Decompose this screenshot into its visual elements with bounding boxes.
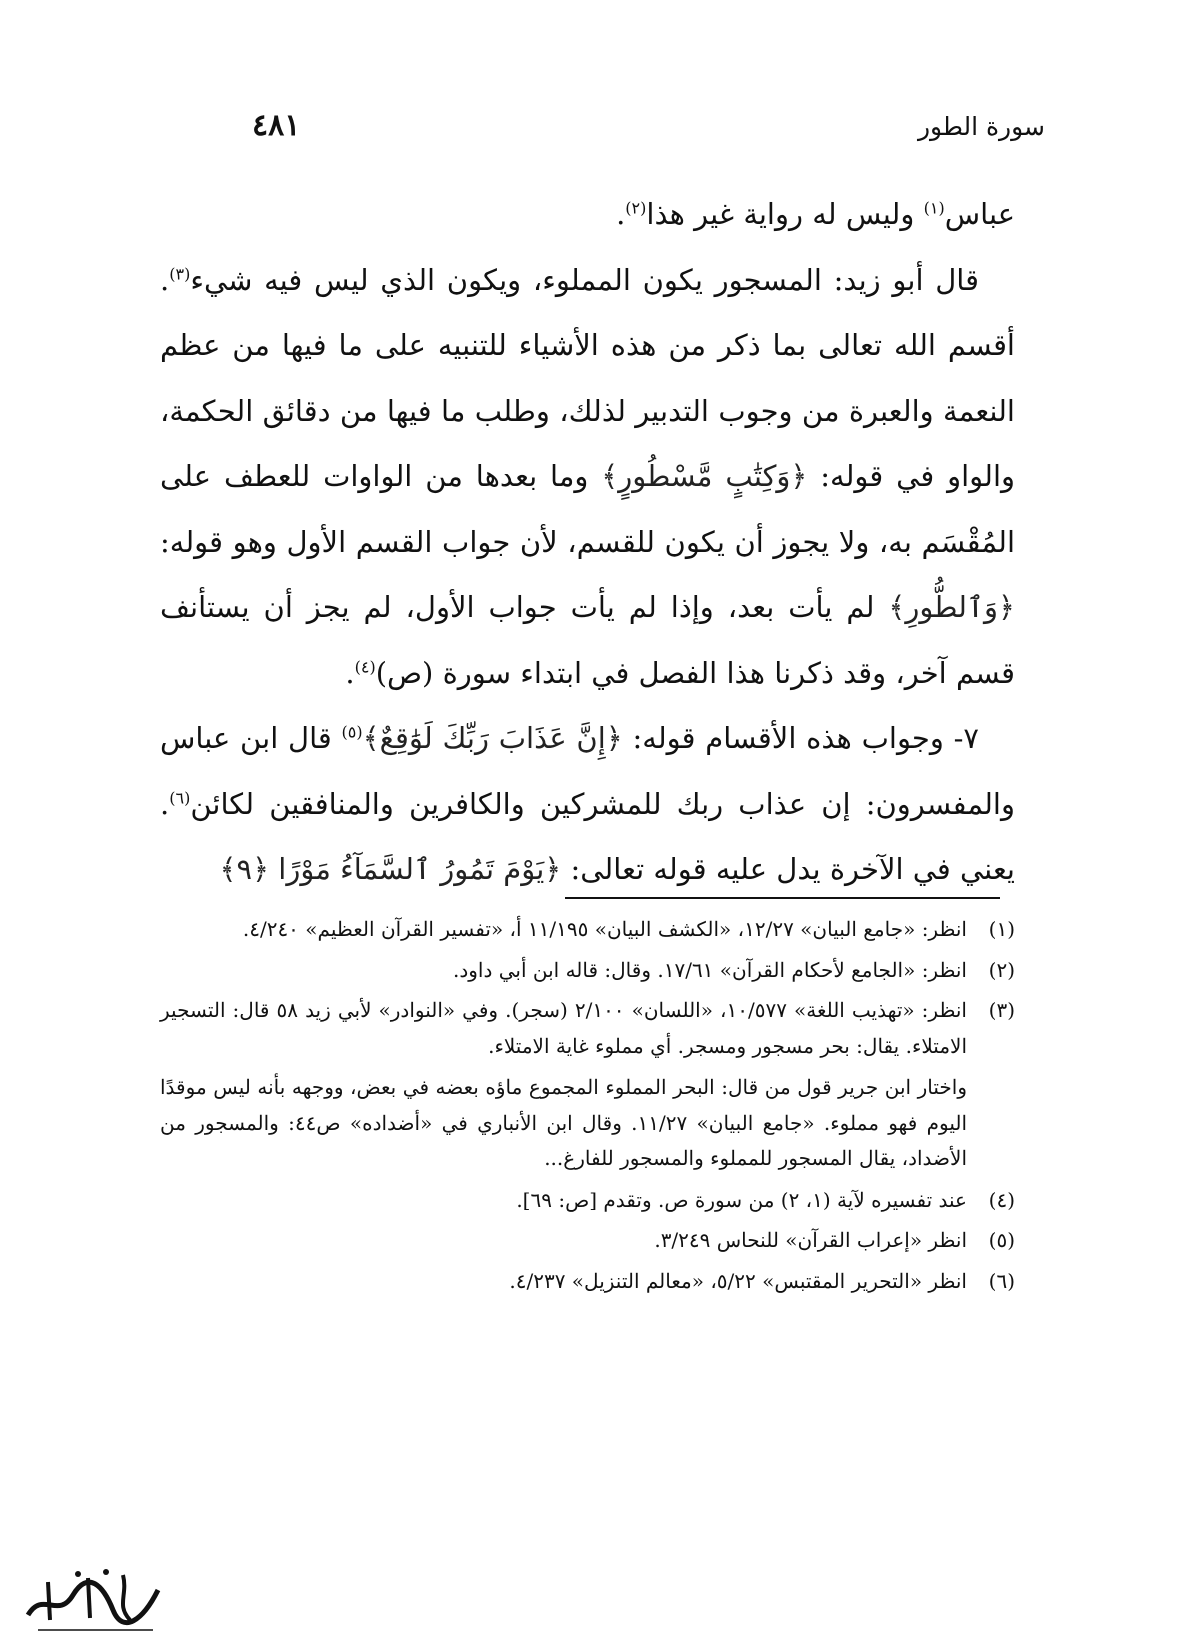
- footnote-ref: (٣): [169, 263, 191, 283]
- footnote-ref: (٤): [354, 656, 376, 676]
- text-run: . يعني في الآخرة يدل عليه قوله تعالى:: [160, 786, 1015, 886]
- page-number: ٤٨١: [252, 108, 301, 143]
- text-run: وما بعدها من الواوات للعطف على المُقْسَم به، ولا يجوز أن يكون للقسم، لأن جواب القسم الأول وهو قوله:: [160, 459, 1015, 559]
- footnote-number: (٣): [988, 998, 1015, 1022]
- text-run: عباس: [944, 197, 1015, 231]
- text-run: .: [345, 655, 355, 690]
- paragraph-1: [160, 182, 1015, 248]
- page-header: [140, 108, 1045, 156]
- text-run: .: [616, 197, 626, 231]
- footnote-text: انظر: «الجامع لأحكام القرآن» ١٧/٦١. وقال: قاله ابن أبي داود.: [452, 957, 967, 982]
- running-title: سورة الطور: [917, 112, 1045, 141]
- footnote-number: (٢): [988, 957, 1015, 982]
- text-run: قال ابن عباس والمفسرون: إن عذاب ربك للمشركين والكافرين والمنافقين لكائن: [160, 721, 1015, 821]
- footnote-text: انظر «إعراب القرآن» للنحاس ٣/٢٤٩.: [654, 1228, 967, 1252]
- footnote-3: [160, 993, 1015, 1064]
- footnote-ref: (٢): [625, 198, 647, 218]
- quran-verse: ﴿إِنَّ عَذَابَ رَبِّكَ لَوَٰقِعٌ﴾: [362, 721, 623, 755]
- quran-verse: ﴿وَكِتَٰبٍ مَّسْطُورٍ﴾: [601, 459, 808, 493]
- text-run: وليس له رواية غير هذا: [646, 197, 924, 231]
- footnote-text: انظر «التحرير المقتبس» ٥/٢٢، «معالم التنزيل» ٤/٢٣٧.: [509, 1268, 967, 1293]
- footnote-ref: (٦): [169, 787, 191, 807]
- quran-verse: ﴿وَٱلطُّورِ﴾: [888, 590, 1015, 624]
- footnote-text: انظر: «تهذيب اللغة» ١٠/٥٧٧، «اللسان» ٢/١٠٠ (سجر). وفي «النوادر» لأبي زيد ٥٨ قال: التسجير الامتلاء. يقال: بحر مسجور ومسجر. أي مملوء غاية الامتلاء.: [160, 998, 967, 1058]
- footnote-number: (٤): [988, 1187, 1015, 1212]
- footnote-2: [160, 953, 1015, 989]
- footnote-number: (٥): [988, 1228, 1015, 1252]
- text-run: ٧- وجواب هذه الأقسام قوله:: [622, 721, 979, 755]
- footnote-3-continuation: [160, 1070, 1015, 1177]
- footnote-text: عند تفسيره لآية (١، ٢) من سورة ص. وتقدم [ص: ٦٩].: [516, 1187, 967, 1212]
- footnote-5: [160, 1223, 1015, 1259]
- footnote-text: انظر: «جامع البيان» ١٢/٢٧، «الكشف البيان» ١١/١٩٥ أ، «تفسير القرآن العظيم» ٤/٢٤٠.: [242, 917, 967, 941]
- paragraph-3: [160, 706, 1015, 903]
- footnote-text: واختار ابن جرير قول من قال: البحر المملوء المجموع ماؤه بعضه في بعض، ووجهه بأنه ليس موقدًا اليوم فهو مملوء. «جامع البيان» ١١/٢٧. وقال ابن الأنباري في «أضداده» ص٤٤: والمسجور من الأضداد، يقال المسجور للمملوء والمسجور للفارغ...: [160, 1075, 968, 1170]
- text-run: قال أبو زيد: المسجور يكون المملوء، ويكون الذي ليس فيه شيء: [190, 262, 979, 297]
- text-run: . أقسم الله تعالى بما ذكر من هذه الأشياء للتنبيه على ما فيها من عظم النعمة والعبرة من وجوب التدبير لذلك، وطلب ما فيها من دقائق الحكمة، والواو في قوله:: [160, 262, 1016, 493]
- footnote-ref: (١): [923, 198, 945, 218]
- footnote-1: [160, 912, 1015, 948]
- footnote-ref: (٥): [341, 722, 363, 742]
- footnote-number: (٦): [988, 1268, 1015, 1293]
- footnotes: [160, 912, 1015, 1304]
- calligraphy-logo-icon: [18, 1560, 168, 1640]
- quran-verse: ﴿يَوْمَ تَمُورُ ٱلسَّمَآءُ مَوْرًا ﴿٩﴾: [219, 852, 562, 886]
- text-run: لم يأت بعد، وإذا لم يأت جواب الأول، لم يجز أن يستأنف قسم آخر، وقد ذكرنا هذا الفصل في ابتداء سورة (ص): [160, 590, 1015, 690]
- footnote-4: [160, 1183, 1015, 1219]
- footnote-6: [160, 1264, 1015, 1300]
- paragraph-2: [160, 248, 1015, 707]
- logo-graphic: [18, 1560, 168, 1640]
- main-text: [160, 182, 1015, 903]
- footnote-number: (١): [988, 917, 1015, 941]
- footnote-separator: [565, 897, 1000, 899]
